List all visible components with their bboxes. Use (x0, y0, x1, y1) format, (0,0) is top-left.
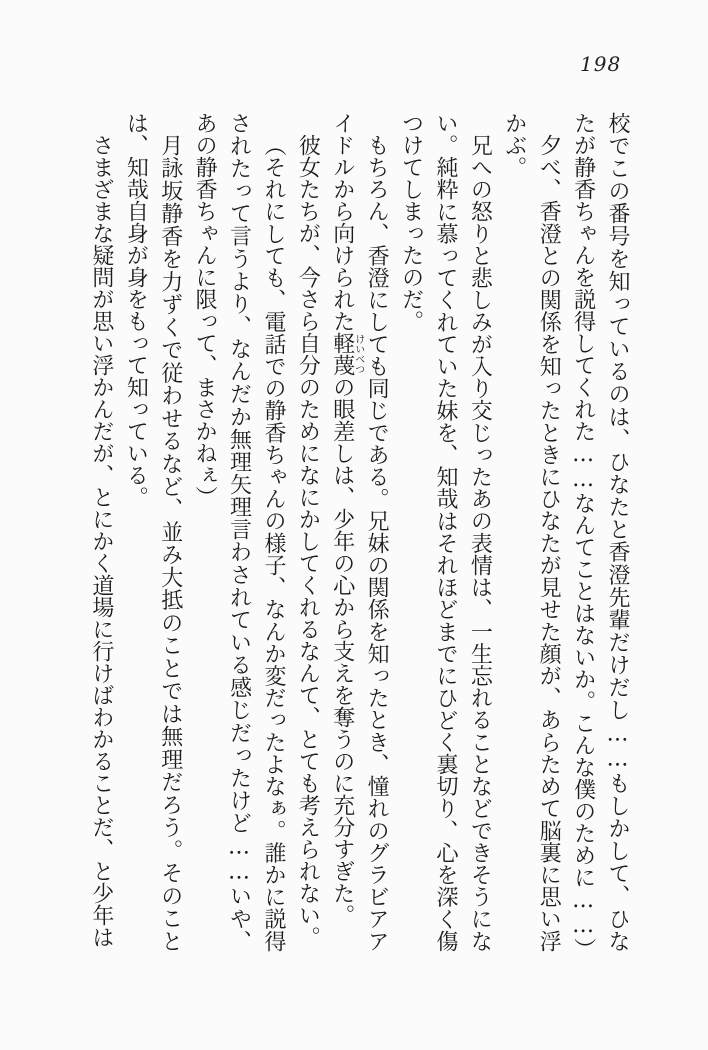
page-number: 198 (580, 52, 622, 76)
paragraph-3: 兄への怒りと悲しみが入り交じったあの表情は、一生忘れることなどできそうにない。純粋に慕ってくれていた妹を、知哉はそれほどまでにひどく裏切り、心を深く傷つけてしまったのだ。 (398, 112, 493, 952)
paragraph-4-post: の眼差しは、少年の心から支えを奪うのに充分すぎた。 (329, 376, 355, 926)
ruby-base: 軽蔑 (329, 332, 355, 376)
paragraph-6: （それにしても、電話での静香ちゃんの様子、なんか変だったよなぁ。誰かに説得されたって言うより、なんだか無理矢理言わされている感じだったけど……いや、あの静香ちゃんに限って、まさかねぇ） (192, 112, 286, 952)
paragraph-4-pre: もちろん、香澄にしても同じである。兄妹の関係を知ったとき、憧れのグラビアアイドルから向けられた (329, 112, 390, 952)
vertical-text-block (84, 112, 635, 960)
paragraph-2: 夕べ、香澄との関係を知ったときにひなたが見せた顔が、あらためて脳裏に思い浮かぶ。 (501, 112, 562, 952)
paragraph-1: 校でこの番号を知っているのは、ひなたと香澄先輩だけだし……もしかして、ひなたが静香ちゃんを説得してくれた……なんてことはないか。こんな僕のために……） (570, 112, 630, 960)
paragraph-4 (324, 112, 393, 952)
paragraph-8: さまざまな疑問が思い浮かんだが、とにかく道場に行けばわかることだ、と少年は (88, 134, 114, 948)
ruby-keibetsu (329, 332, 364, 376)
ruby-furigana: けいべつ (352, 332, 364, 376)
paragraph-5: 彼女たちが、今さら自分のためになにかしてくれるなんて、とても考えられない。 (295, 134, 321, 948)
paragraph-7: 月詠坂静香を力ずくで従わせるなど、並み大抵のことでは無理だろう。そのことは、知哉自身が身をもって知っている。 (123, 112, 183, 953)
